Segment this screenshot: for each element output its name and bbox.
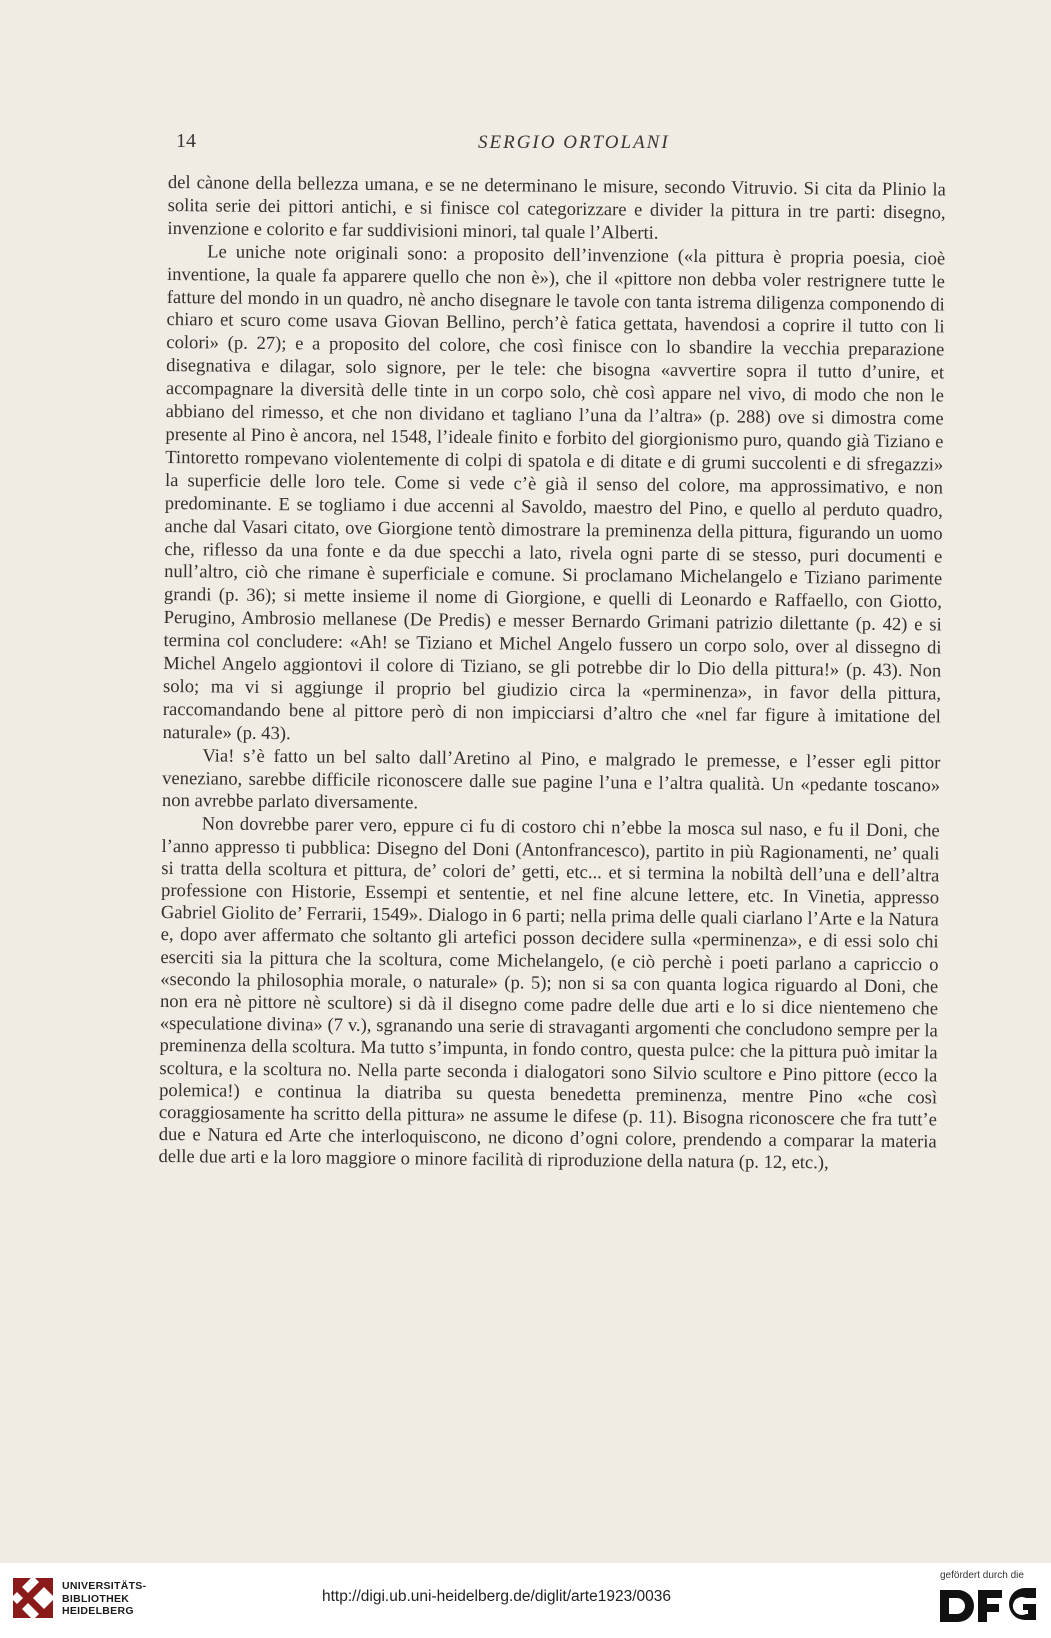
dfg-logo-icon <box>938 1586 1038 1626</box>
page-number: 14 <box>176 130 196 152</box>
library-name-line: BIBLIOTHEK <box>62 1592 130 1605</box>
page-header <box>0 130 1051 160</box>
paragraph-4: Non dovrebbe parer vero, eppure ci fu di costoro chi n’ebbe la mosca sul naso, e fu il Doni, che l’anno appresso ti pubblica: Disegno del Doni (Antonfrancesco), partito in più Ragionamenti, ne’ quali si tratta della scoltura et pittura, de’ colori de’ getti, etc... et si termina la nobiltà dell’una e dell’altra professione con Historie, Essempi et sententie, et nel fine alcune lettere, etc. In Vinetia, appresso Gabriel Giolito de’ Ferrarii, 1549». Dialogo in 6 parti; nella prima delle quali ciarlano l’Arte e la Natura e, dopo aver affermato che soltanto gli artefici posson decidere sulla «perminenza», e di essi solo chi eserciti sia la pittura che la scoltura, come Michelangelo, (e ciò perchè i poeti parlano a capriccio o «secondo la philosophia morale, o naturale» (p. 5); non si sa con quanta logica riguardo al Doni, che non era nè pittore nè scultore) si dà il disegno come padre delle due arti e lo si dice nientemeno che «speculatione divina» (7 v.), sgranando una serie di stravaganti argomenti che concludono sempre per la preminenza della scoltura. Ma tutto s’impunta, in fondo contro, questa pulce: che la pittura può imitar la scoltura, e la scoltura no. Nella parte seconda i dialogatori sono Silvio scultore e Pino pittore (ecco la polemica!) e continua la diatriba su questa benedetta preminenza, mentre Pino «che così coraggiosamente ha scritto della pittura» ne assume le difese (p. 11). Bisogna riconoscere che fra tutt’e due e Natura ed Arte che interloquiscono, ne dicono d’ogni colore, prendendo a comparar la materia delle due arti e la loro maggiore o minore facilità di riproduzione della natura (p. 12, etc.), <box>158 813 940 1174</box>
running-title: SERGIO ORTOLANI <box>478 132 670 153</box>
university-library-name <box>62 1580 146 1618</box>
paragraph-1: del cànone della bellezza umana, e se ne determinano le misure, secondo Vitruvio. Si cita da Plinio la solita serie dei pittori antichi, e si finisce col categorizzare e divider la pittura in tre parti: disegno, invenzione e colorito e far suddivisioni minori, tal quale l’Alberti. <box>167 172 946 244</box>
library-name-line: HEIDELBERG <box>62 1605 134 1617</box>
funded-by-label: gefördert durch die <box>940 1570 1024 1581</box>
university-library-logo-icon <box>9 1574 57 1622</box>
source-url-link[interactable]: http://digi.ub.uni-heidelberg.de/diglit/arte1923/0036 <box>322 1588 672 1605</box>
paragraph-3: Via! s’è fatto un bel salto dall’Aretino al Pino, e malgrado le premesse, e l’esser egli pittor veneziano, sarebbe difficile riconoscere dalle sue pagine l’una e l’altra qualità. Un «pedante toscano» non avrebbe parlato diversamente. <box>161 745 941 814</box>
body-text <box>158 172 946 1176</box>
library-name-line: UNIVERSITÄTS- <box>62 1580 147 1592</box>
paragraph-2: Le uniche note originali sono: a proposito dell’invenzione («la pittura è propria poesia, cioè inventione, la quale fa apparere quello che non è»), che il «pittore non debba voler restrignere tutte le fatture del mondo in un quadro, nè ancho disegnare le tavole con tanta istrema diligenza componendo di chiaro et scuro come usava Giovan Bellino, perch’è fatica gettata, havendosi a coprire il tutto con li colori» (p. 27); e a proposito del colore, che così finisce con lo sbandire la vecchia preparazione disegnativa e dilagar, solo signore, per le tele: che bisogna «avvertire sopra il tutto d’unire, et accompagnare la diversità delle tinte in un corpo solo, chè così appare nel vivo, di modo che non le abbiano del rimesso, et che non dividano et tagliano l’una da l’altra» (p. 288) ove si dimostra come presente al Pino è ancora, nel 1548, l’ideale finito e forbito del giorgionismo puro, quando già Tiziano e Tintoretto rompevano violentemente di colpi di spatola e di ditate e di grumi succolenti e di sfregazzi» la superficie delle loro tele. Come si vede c’è già il senso del colore, ma approssimativo, e non predominante. E se togliamo i due accenni al Savoldo, maestro del Pino, e quello al perduto quadro, anche dal Vasari citato, ove Giorgione tentò dimostrare la preminenza della pittura, figurando un uomo che, riflesso da una fonte e da due specchi a lato, rivela ogni parte di se stesso, puri documenti e null’altro, ciò che rimane è superficiale e comune. Si proclamano Michelangelo e Tiziano parimente grandi (p. 36); si mette insieme il nome di Giorgione, e quelli di Leonardo e Raffaello, con Giotto, Perugino, Ambrosio mellanese (De Predis) e messer Bernardo Grimani patrizio dilettante (p. 42) e si termina col concludere: «Ah! se Tiziano et Michel Angelo fussero un corpo solo, over al dissegno di Michel Angelo aggiontovi il colore di Tiziano, se gli potrebbe dir lo Dio della pittura!» (p. 43). Non solo; ma vi si aggiunge il proprio bel giudizio circa la «perminenza», in favor della pittura, raccomandando bene al pittore però di non impicciarsi d’altro che «nel far figure à imitatione del naturale» (p. 43). <box>162 241 946 744</box>
